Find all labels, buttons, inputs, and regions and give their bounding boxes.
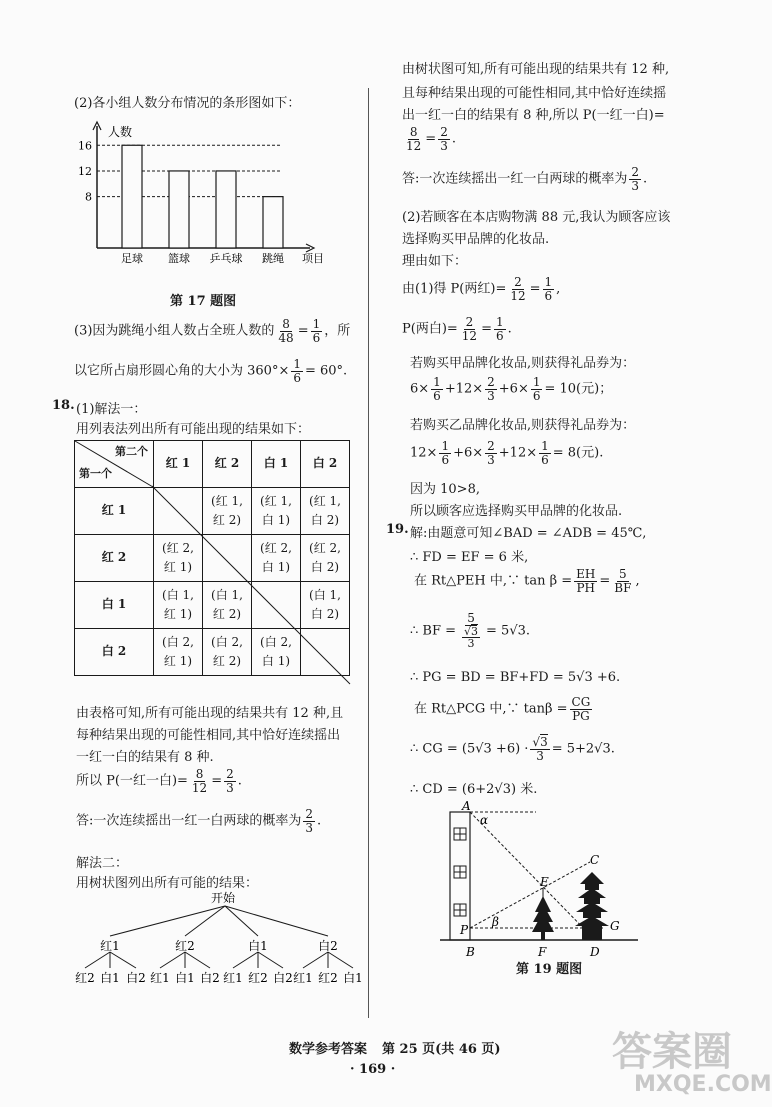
text-line: 由树状图可知,所有可能出现的结果共有 12 种, (402, 62, 670, 77)
bar (122, 145, 142, 248)
method1-title: (1)解法一： (76, 402, 147, 417)
tree-node: 白2 (318, 939, 338, 953)
tree-leaf: 红1 (293, 971, 313, 985)
fraction: $\frac{1}{6}$ (544, 275, 553, 303)
tree-leaf: 白2 (200, 971, 220, 985)
fraction: $\frac{5}{\frac{√3}{3}}$ (464, 611, 479, 651)
method2-title: 解法二： (76, 856, 129, 871)
table-cell: (白 2, 白 1) (252, 629, 301, 676)
label-f: F (538, 945, 547, 959)
page-number: · 169 · (350, 1062, 396, 1077)
fraction: $\frac{1}{6}$ (293, 357, 301, 385)
text-line: 且每种结果出现的可能性相同,其中恰好连续摇 (402, 86, 667, 101)
y-tick-label: 16 (78, 139, 92, 153)
label-a: A (462, 799, 471, 813)
tree-diagram (70, 888, 370, 998)
tan-beta-line: 在 Rt△PEH 中,∵ tan β = $\frac{EH}{PH}$ = $\frac{5}{BF}$ , (414, 567, 640, 595)
fraction: $\frac{1}{6}$ (441, 439, 450, 467)
table-cell: (白 1, 红 1) (154, 582, 203, 629)
table-cell: (白 1, 白 2) (301, 582, 350, 629)
bf-line: ∴ BF = $\frac{5}{\frac{√3}{3}}$ = 5√3. (410, 611, 531, 651)
geometry-figure (440, 800, 640, 960)
tree-leaf: 红2 (248, 971, 268, 985)
fraction: $\frac{1}{6}$ (495, 315, 504, 343)
table-cell: (红 2, 白 2) (301, 535, 350, 582)
pg-line: ∴ PG = BD = BF+FD = 5√3 +6. (410, 670, 621, 685)
fraction: $\frac{2}{3}$ (440, 125, 448, 153)
fraction: $\frac{2}{3}$ (487, 375, 495, 403)
table-cell: (白 2, 红 2) (203, 629, 252, 676)
text-line: 每种结果出现的可能性相同,其中恰好连续摇出 (76, 728, 341, 743)
fraction: $\frac{2}{3}$ (631, 165, 640, 193)
table-col-header: 红 1 (154, 441, 203, 488)
fraction: $\frac{1}{6}$ (532, 375, 541, 403)
label-e: E (540, 875, 549, 889)
fraction: $\frac{2}{12}$ (510, 275, 526, 303)
fraction: $\frac{2}{3}$ (305, 807, 314, 835)
answer-line: 答:一次连续摇出一红一白两球的概率为 $\frac{2}{3}$ . (402, 165, 648, 193)
tan-beta-pcg-line: 在 Rt△PCG 中,∵ tanβ = $\frac{CG}{PG}$ (414, 695, 591, 723)
question-number-19: 19. (386, 522, 409, 537)
tree-leaf: 红1 (150, 971, 170, 985)
footer-title: 数学参考答案 (289, 1042, 368, 1057)
label-p: P (460, 923, 469, 937)
text-line: (2)若顾客在本店购物满 88 元,我认为顾客应该 (402, 210, 671, 225)
tree-leaf: 白2 (273, 971, 293, 985)
bar (263, 197, 283, 248)
label-g: G (610, 919, 620, 933)
table-cell: (白 1, 红 2) (203, 582, 252, 629)
x-tick-label: 足球 (121, 252, 143, 265)
text-line: 若购买乙品牌化妆品,则获得礼品券为： (410, 418, 636, 433)
table-header-row (75, 441, 350, 488)
part3-line1: (3)因为跳绳小组人数占全班人数的 $\frac{8}{48}$ = $\frac{1}{6}$ ，所 (74, 317, 351, 345)
part3-line2: 以它所占扇形圆心角的大小为 360°× $\frac{1}{6}$ = 60°. (74, 357, 348, 385)
tree-node: 红2 (175, 939, 195, 953)
fraction: $\frac{2}{3}$ (226, 767, 234, 795)
table-cell: (红 2, 红 1) (154, 535, 203, 582)
answer-line: 答:一次连续摇出一红一白两球的概率为 $\frac{2}{3}$ . (76, 807, 322, 835)
y-axis-label: 人数 (108, 125, 133, 139)
tree-root: 开始 (211, 891, 236, 905)
fraction: $\frac{1}{6}$ (433, 375, 441, 403)
table-row-header: 红 2 (75, 535, 154, 582)
fraction: $\frac{5}{BF}$ (614, 567, 632, 595)
label-c: C (590, 853, 600, 867)
y-tick-label: 8 (85, 190, 92, 204)
fraction: $\frac{2}{12}$ (461, 315, 478, 343)
table-corner-cell: 第二个 第一个 (75, 441, 154, 488)
text-line: ∴ FD = EF = 6 米, (410, 550, 529, 565)
tree-leaf: 红1 (223, 971, 243, 985)
fraction: $\frac{EH}{PH}$ (576, 567, 596, 595)
column-divider (368, 88, 369, 1018)
x-axis-label: 项目 (302, 252, 324, 265)
text-line: 理由如下： (402, 254, 468, 269)
brand-b-calc: 12× $\frac{1}{6}$ +6× $\frac{2}{3}$ +12× $\frac{1}{6}$ = 8(元). (410, 439, 604, 467)
table-col-header: 白 2 (301, 441, 350, 488)
brand-a-calc: 6× $\frac{1}{6}$ +12× $\frac{2}{3}$ +6× $\frac{1}{6}$ = 10(元)； (410, 375, 613, 403)
y-tick-label: 12 (78, 164, 92, 178)
fraction: $\frac{1}{6}$ (312, 317, 321, 345)
bar-chart (70, 118, 330, 268)
text-line: 由表格可知,所有可能出现的结果共有 12 种,且 (76, 706, 344, 721)
cg-line: ∴ CG = (5√3 +6) · $\frac{√3}{3}$ = 5+2√3. (410, 735, 615, 763)
table-col-header: 白 1 (252, 441, 301, 488)
tree-node: 白1 (248, 939, 268, 953)
bar (169, 171, 189, 248)
chart-caption: 第 17 题图 (170, 294, 237, 309)
fraction: $\frac{CG}{PG}$ (571, 695, 591, 723)
fraction: $\frac{8}{12}$ (406, 125, 422, 153)
text-line: 选择购买甲品牌的化妆品. (402, 232, 550, 247)
tree-icon (532, 896, 554, 940)
tree-leaf: 白1 (343, 971, 363, 985)
text-line: 一红一白的结果有 8 种. (76, 750, 214, 765)
probability-line: 所以 P(一红一白)= $\frac{8}{12}$ = $\frac{2}{3}$ . (76, 767, 242, 795)
label-b: B (466, 945, 475, 959)
tree-node: 红1 (100, 939, 120, 953)
probability-line: $\frac{8}{12}$ = $\frac{2}{3}$ . (406, 125, 456, 153)
table-cell: (红 2, 白 1) (252, 535, 301, 582)
text-line: 出一红一白的结果有 8 种,所以 P(一红一白)= (402, 108, 665, 123)
bar (216, 171, 236, 248)
tree-leaf: 红2 (318, 971, 338, 985)
part2-text: (2)各小组人数分布情况的条形图如下： (74, 96, 301, 111)
method2-desc: 用树状图列出所有可能的结果： (76, 876, 259, 891)
fraction: $\frac{1}{6}$ (541, 439, 549, 467)
table-row-header: 红 1 (75, 488, 154, 535)
watermark-url: MXQE.COM (634, 1072, 772, 1097)
table-col-header: 红 2 (203, 441, 252, 488)
two-red-line: 由(1)得 P(两红)= $\frac{2}{12}$ = $\frac{1}{6}$ , (402, 275, 561, 303)
fraction: $\frac{2}{3}$ (487, 439, 495, 467)
two-white-line: P(两白)= $\frac{2}{12}$ = $\frac{1}{6}$ . (402, 315, 512, 343)
footer-page: 第 25 页(共 46 页) (382, 1042, 501, 1057)
table-cell: (红 1, 白 1) (252, 488, 301, 535)
method1-desc: 用列表法列出所有可能出现的结果如下： (76, 422, 311, 437)
window-icon (454, 828, 466, 916)
pagoda-icon (575, 872, 609, 940)
fraction: $\frac{√3}{3}$ (532, 735, 548, 763)
label-d: D (590, 945, 600, 959)
table-cell: (白 2, 红 1) (154, 629, 203, 676)
label-alpha: α (480, 813, 489, 827)
text-line: 解:由题意可知∠BAD = ∠ADB = 45℃, (410, 526, 647, 541)
text-line: 若购买甲品牌化妆品,则获得礼品券为： (410, 356, 636, 371)
question-number-18: 18. (52, 398, 75, 413)
table-cell: (红 1, 白 2) (301, 488, 350, 535)
x-tick-label: 跳绳 (262, 252, 284, 265)
table-diagonal (152, 486, 350, 684)
table-cell: (红 1, 红 2) (203, 488, 252, 535)
x-tick-label: 篮球 (168, 252, 190, 265)
tree-leaf: 白1 (175, 971, 195, 985)
table-row-header: 白 2 (75, 629, 154, 676)
fraction: $\frac{8}{48}$ (278, 317, 294, 345)
tree-leaf: 红2 (75, 971, 95, 985)
label-beta: β (492, 915, 499, 929)
cd-line: ∴ CD = (6+2√3) 米. (410, 782, 538, 797)
watermark-logo: 答案圈 (612, 1029, 732, 1075)
text-line: 所以顾客应选择购买甲品牌的化妆品. (410, 504, 623, 519)
table-row-header: 白 1 (75, 582, 154, 629)
tree-leaf: 白2 (126, 971, 146, 985)
figure-caption: 第 19 题图 (516, 962, 583, 977)
tree-leaf: 白1 (100, 971, 120, 985)
fraction: $\frac{8}{12}$ (191, 767, 208, 795)
x-tick-label: 乒乓球 (209, 252, 243, 265)
text-line: 因为 10>8, (410, 482, 480, 497)
